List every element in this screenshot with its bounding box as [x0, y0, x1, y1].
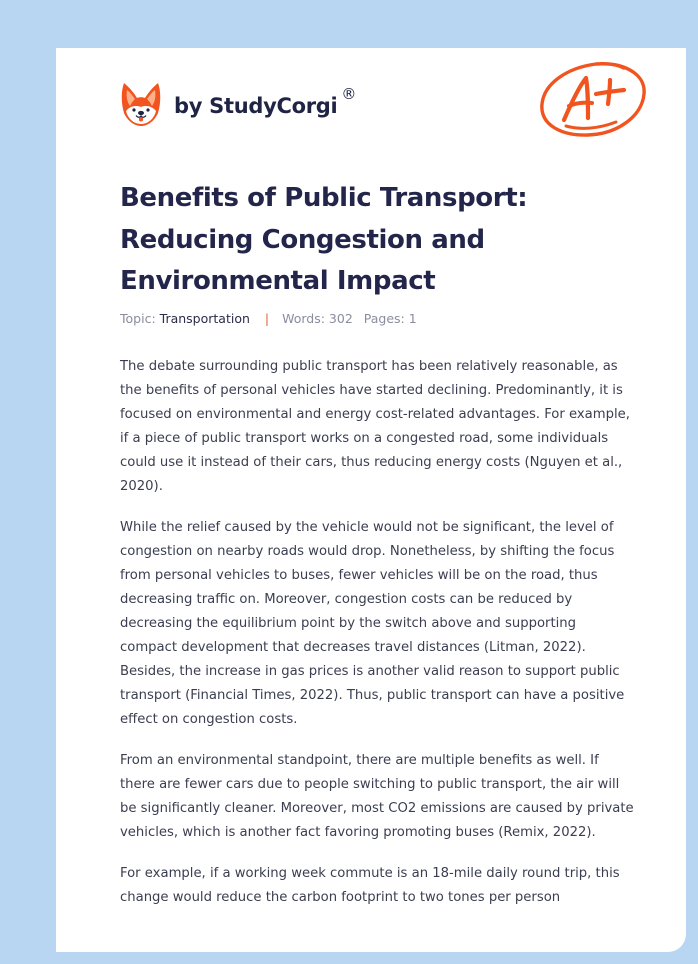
document-meta — [120, 311, 417, 326]
paragraph: The debate surrounding public transport has been relatively reasonable, as the benefits of personal vehicles have started declining. Predominantly, it is focused on environmental and energy cost-related advantages. For example, if a piece of public transport works on a congested road, some individuals could use it instead of their cars, thus reducing energy costs (Nguyen et al., 2020). — [120, 359, 630, 494]
meta-separator: | — [264, 311, 270, 326]
page-title: Benefits of Public Transport: Reducing Congestion and Environmental Impact — [120, 183, 528, 296]
brand-name: by StudyCorgi — [174, 94, 338, 118]
a-plus-grade-icon — [536, 58, 650, 142]
page-count: Pages: 1 — [363, 311, 417, 326]
topic-label: Topic: — [120, 311, 156, 326]
paragraph: While the relief caused by the vehicle would not be significant, the level of congestion on nearby roads would drop. Nonetheless, by shifting the focus from personal vehicles to buses, fewer vehicles will be on the road, thus decreasing traffic on. Moreover, congestion costs can be reduced by decreasing the equilibrium point by the switch above and supporting compact development that decreases travel distances (Litman, 2022). Besides, the increase in gas prices is another valid reason to support public transport (Financial Times, 2022). Thus, public transport can have a positive effect on congestion costs. — [120, 520, 625, 727]
document-card — [56, 48, 686, 952]
registered-mark: ® — [341, 85, 357, 103]
topic-link[interactable]: Transportation — [159, 311, 250, 326]
brand-header[interactable] — [120, 74, 356, 134]
paragraph: For example, if a working week commute is an 18-mile daily round trip, this change would reduce the carbon footprint to two tones per person — [120, 866, 620, 905]
corgi-head-icon — [120, 81, 162, 127]
document-body — [120, 355, 634, 927]
paragraph: From an environmental standpoint, there are multiple benefits as well. If there are fewer cars due to people switching to public transport, the air will be significantly cleaner. Moreover, most CO2 emissions are caused by private vehicles, which is another fact favoring promoting buses (Remix, 2022). — [120, 753, 634, 840]
word-count: Words: 302 — [282, 311, 353, 326]
